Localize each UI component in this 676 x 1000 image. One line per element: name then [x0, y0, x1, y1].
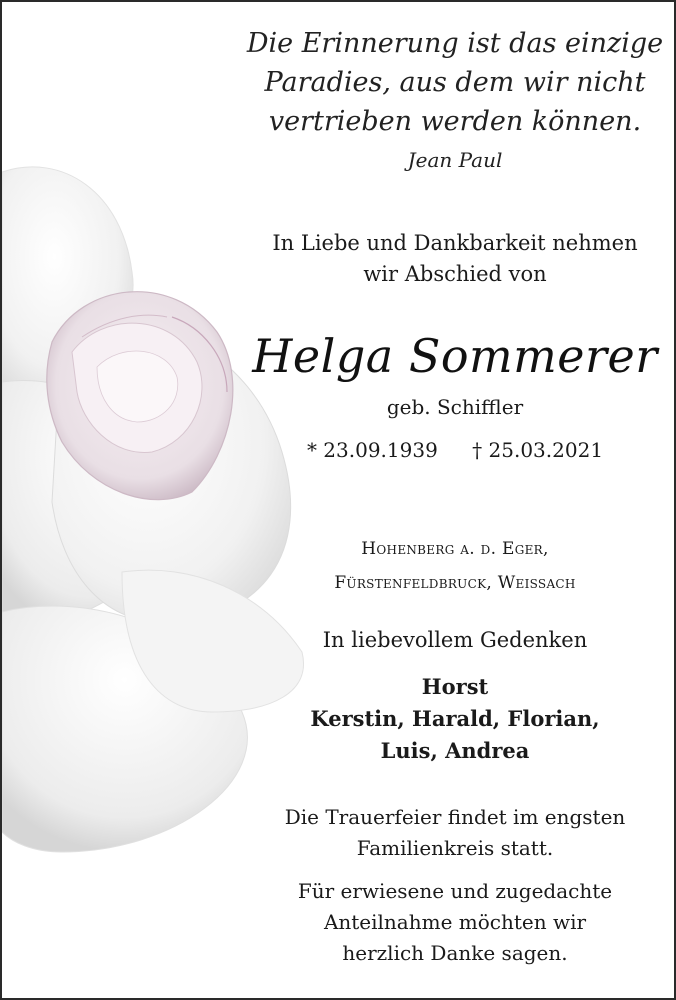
place-line: Hohenberg a. d. Eger,: [361, 539, 549, 559]
thanks-line: Anteilnahme möchten wir: [323, 910, 587, 934]
family-line: Kerstin, Harald, Florian,: [310, 706, 600, 731]
funeral-line: Familienkreis statt.: [356, 836, 554, 860]
thanks-line: Für erwiesene und zugedachte: [297, 879, 613, 903]
death-date: † 25.03.2021: [472, 438, 604, 462]
intro-text: [242, 228, 668, 290]
place-line: Fürstenfeldbruck, Weissach: [334, 573, 576, 593]
funeral-note: [242, 802, 668, 864]
places: [242, 532, 668, 600]
life-dates: [242, 438, 668, 462]
quote: [242, 24, 668, 141]
remembrance-heading: In liebevollem Gedenken: [322, 628, 588, 652]
birth-date: * 23.09.1939: [306, 438, 438, 462]
intro-line: wir Abschied von: [363, 262, 547, 286]
quote-line: Paradies, aus dem wir nicht: [264, 67, 646, 98]
family-line: Horst: [421, 674, 489, 699]
intro-line: In Liebe und Dankbarkeit nehmen: [272, 231, 638, 255]
birth-name: geb. Schiffler: [386, 395, 524, 419]
quote-author: Jean Paul: [407, 148, 503, 172]
thanks-line: herzlich Danke sagen.: [342, 941, 568, 965]
family-names: [242, 671, 668, 767]
thanks-note: [242, 876, 668, 969]
deceased-name: Helga Sommerer: [252, 329, 658, 383]
quote-line: Die Erinnerung ist das einzige: [246, 28, 664, 59]
funeral-line: Die Trauerfeier findet im engsten: [284, 805, 626, 829]
quote-line: vertrieben werden können.: [268, 106, 642, 137]
family-line: Luis, Andrea: [380, 738, 530, 763]
